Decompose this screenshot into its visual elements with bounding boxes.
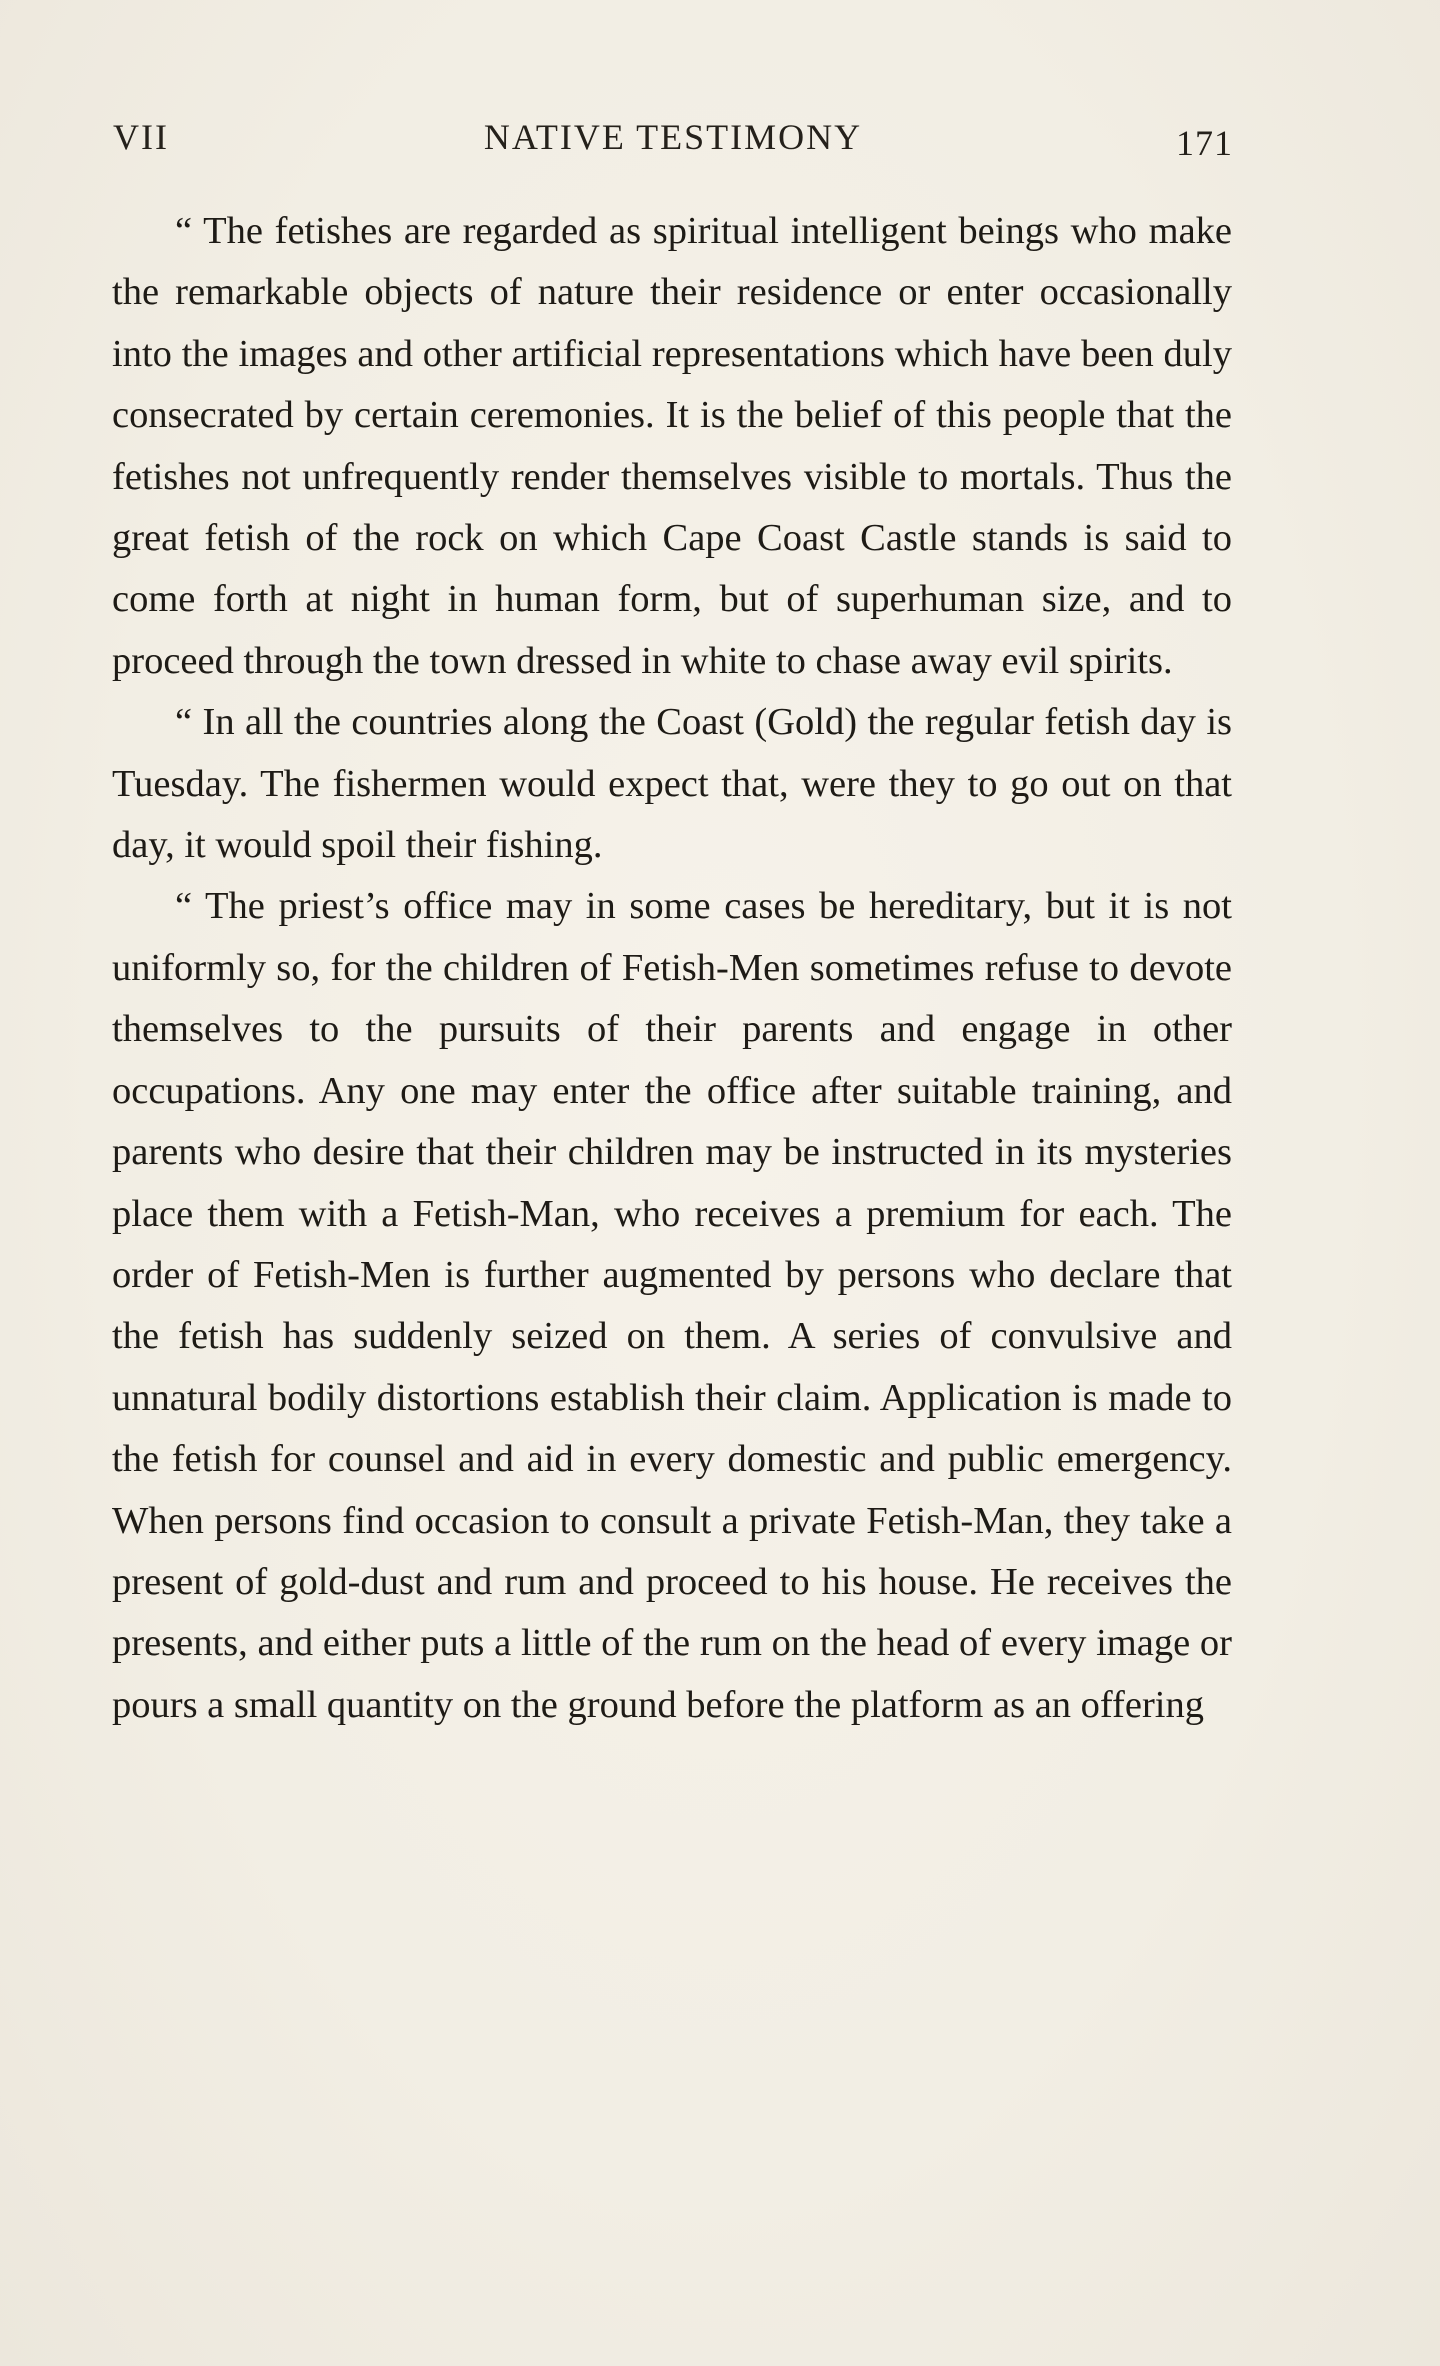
chapter-number: VII: [113, 117, 169, 157]
paragraph-fetishes-beings: “ The fetishes are regarded as spiritual intelligent beings who make the remarkable objects of nature their residence or enter occasionally into the images and other artificial representations which have been duly consecrated by certain ceremonies. It is the belief of this people that the fetishes not unfrequently render themselves visible to mortals. Thus the great fetish of the rock on which Cape Coast Castle stands is said to come forth at night in human form, but of superhuman size, and to proceed through the town dressed in white to chase away evil spirits.: [112, 210, 1232, 682]
paragraph-priests-office: “ The priest’s office may in some cases be hereditary, but it is not uniformly so, for the children of Fetish-Men sometimes refuse to devote themselves to the pursuits of their parents and engage in other occupations. Any one may enter the office after suitable training, and parents who desire that their children may be instructed in its mysteries place them with a Fetish-Man, who receives a premium for each. The order of Fetish-Men is further augmented by persons who declare that the fetish has suddenly seized on them. A series of convulsive and unnatural bodily distortions establish their claim. Application is made to the fetish for counsel and aid in every domestic and public emergency. When persons find occasion to consult a private Fetish-Man, they take a present of gold-dust and rum and proceed to his house. He receives the presents, and either puts a little of the rum on the head of every image or pours a small quantity on the ground before the platform as an offering: [112, 885, 1232, 1726]
paragraph-fetish-day: “ In all the countries along the Coast (Gold) the regular fetish day is Tuesday. The fishermen would expect that, were they to go out on that day, it would spoil their fishing.: [112, 701, 1232, 867]
body-text: [112, 201, 1232, 1736]
running-title: NATIVE TESTIMONY: [483, 117, 863, 157]
page-number: 171: [1176, 123, 1233, 163]
running-head: [113, 116, 1233, 166]
